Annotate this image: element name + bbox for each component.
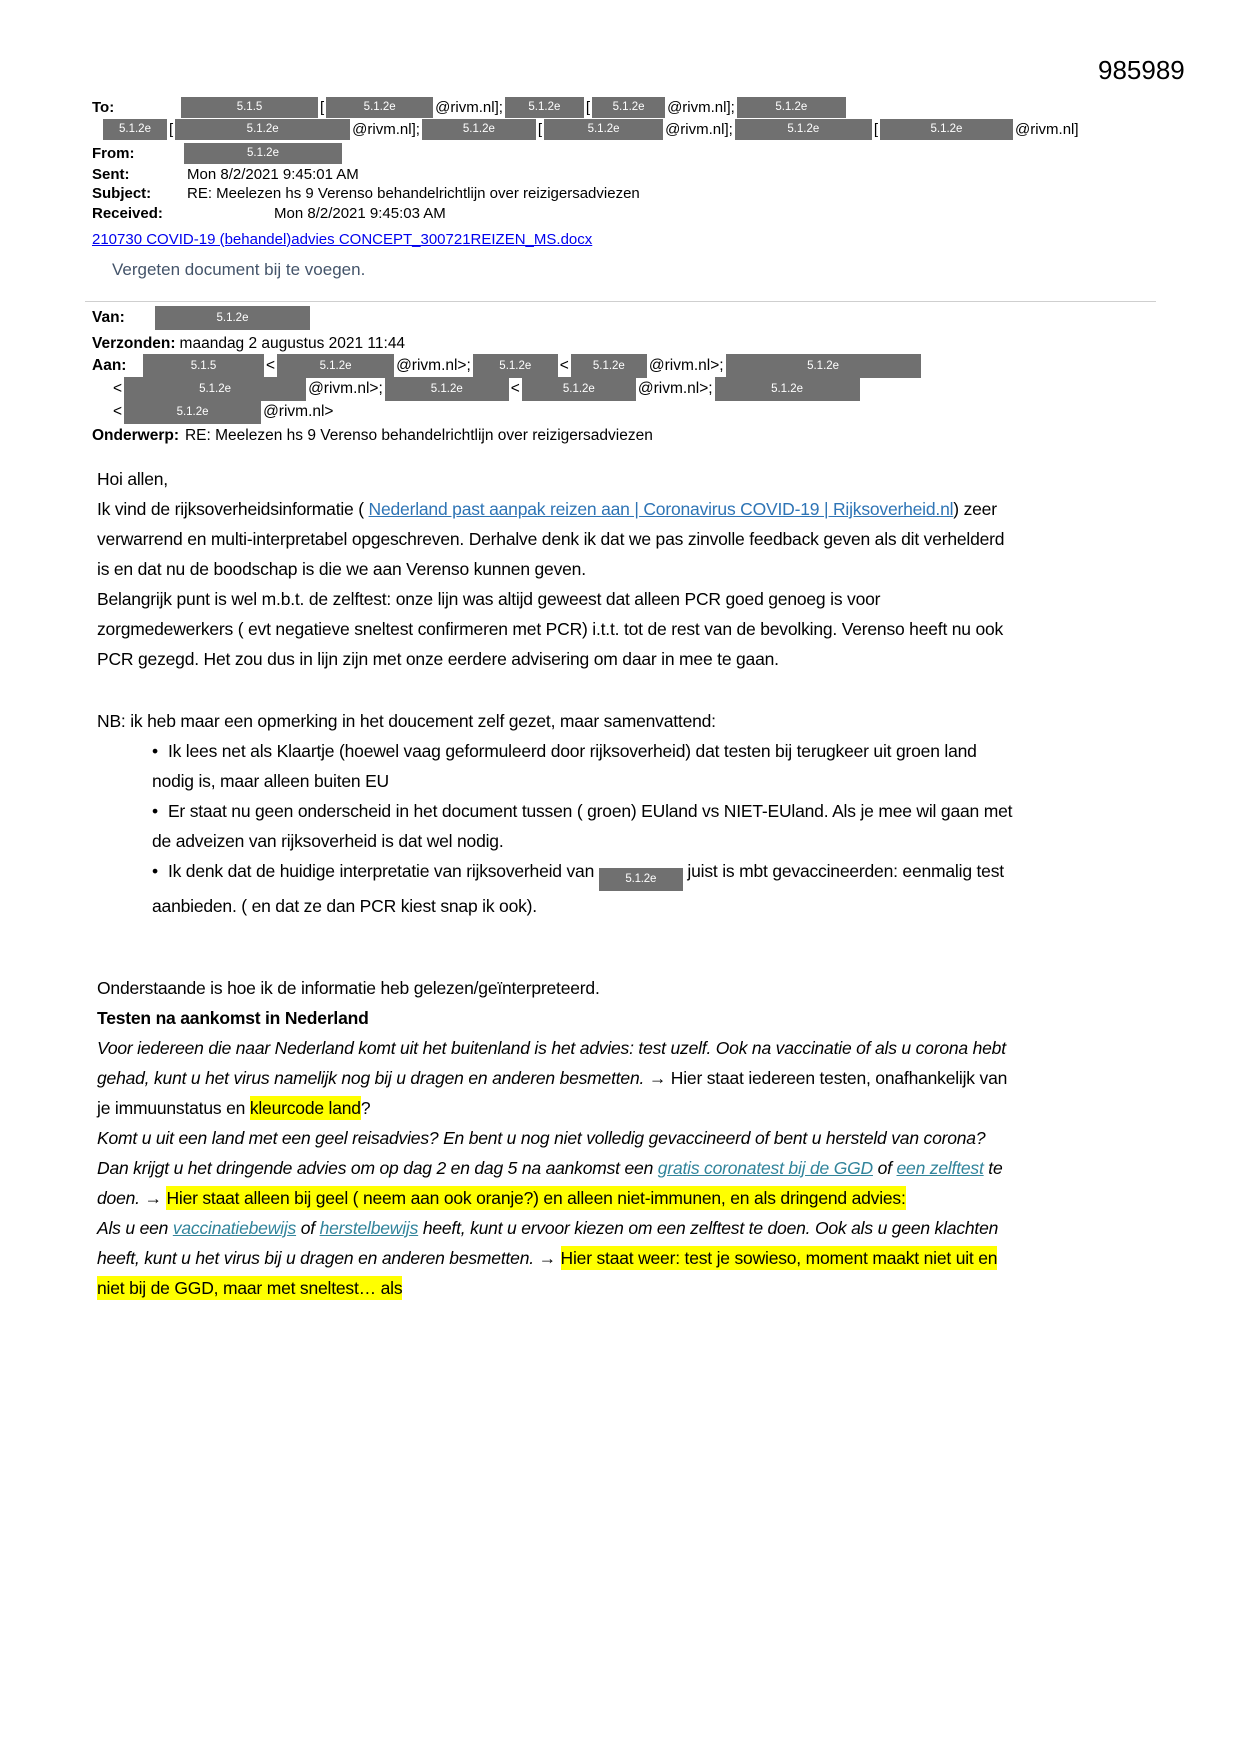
onderwerp-label: Onderwerp:	[92, 427, 179, 444]
redaction-box: 5.1.2e	[124, 377, 306, 401]
text-run: Hier staat iedereen testen, onafhankelijk van je immuunstatus en	[97, 1068, 1008, 1118]
address-fragment: @rivm.nl>;	[648, 356, 724, 374]
redaction-box: 5.1.2e	[124, 400, 261, 424]
address-fragment: [	[537, 121, 543, 138]
text-run: Ik denk dat de huidige interpretatie van rijksoverheid van	[167, 861, 599, 881]
address-fragment: @rivm.nl>;	[396, 356, 471, 374]
from-label: From:	[92, 144, 135, 162]
address-fragment: [	[873, 121, 878, 138]
attachment-row	[92, 229, 1182, 249]
text-run: Ik vind de rijksoverheidsinformatie (	[97, 499, 369, 519]
paragraph-onderstaande	[97, 973, 1017, 1003]
sent-value: Mon 8/2/2021 9:45:01 AM	[187, 166, 359, 183]
text-run: Komt u uit een land met een geel reisadvies? En bent u nog niet volledig gevaccineerd of bent u hersteld van corona? Dan krijgt u het dringende advies om op dag 2 en dag 5 na aankomst een	[97, 1128, 986, 1178]
section-heading	[97, 1003, 1017, 1033]
address-fragment: [	[320, 99, 325, 116]
highlighted-text: Hier staat weer: test je sowieso, moment maakt niet uit en niet bij de GGD, maar met sneltest… als	[97, 1248, 998, 1298]
text-run: of	[296, 1218, 320, 1238]
text-run: Hoi allen,	[97, 469, 168, 489]
text-run: Ik lees net als Klaartje (hoewel vaag geformuleerd door rijksoverheid) dat testen bij terugkeer uit groen land nodig is, maar alleen buiten EU	[152, 741, 977, 791]
text-run: heeft, kunt u ervoor kiezen om een zelftest te doen. Ook als u geen klachten heeft, kunt u het virus bij u dragen en anderen besmetten.	[97, 1218, 999, 1268]
redaction-box: 5.1.2e	[726, 354, 921, 378]
link-ggd-coronatest[interactable]: gratis coronatest bij de GGD	[657, 1158, 873, 1178]
address-fragment: <	[266, 356, 276, 374]
redaction-box: 5.1.2e	[175, 119, 350, 140]
highlighted-text: Hier staat alleen bij geel ( neem aan ook oranje?) en alleen niet-immunen, en als dringend advies:	[166, 1188, 906, 1208]
attachment-link[interactable]: 210730 COVID-19 (behandel)advies CONCEPT_300721REIZEN_MS.docx	[92, 230, 593, 248]
sent-row	[92, 165, 1182, 184]
subject-value: RE: Meelezen hs 9 Verenso behandelrichtlijn over reizigersadviezen	[187, 185, 640, 202]
paragraph-belangrijk	[97, 584, 1017, 674]
bullet-item-3	[152, 856, 1017, 921]
aan-recipients-line-2	[111, 377, 860, 401]
address-fragment: <	[113, 379, 123, 397]
text-run: Testen na aankomst in Nederland	[97, 1008, 369, 1028]
to-recipients-line-1	[181, 97, 846, 118]
aan-row-1	[92, 354, 1182, 377]
address-fragment: @rivm.nl>;	[308, 379, 383, 397]
text-run: ) zeer verwarrend en multi-interpretabel opgeschreven. Derhalve denk ik dat we pas zinvolle feedback geven als dit verhelderd is en dat nu de boodschap is die we aan Verenso kunnen geven.	[97, 499, 1005, 579]
text-run: juist is mbt gevaccineerden: eenmalig test aanbieden. ( en dat ze dan PCR kiest snap ik ook).	[152, 861, 1004, 916]
address-fragment: @rivm.nl>	[263, 402, 334, 420]
address-fragment: <	[113, 402, 123, 420]
address-fragment: @rivm.nl];	[352, 121, 420, 138]
address-fragment: <	[559, 356, 569, 374]
redaction-box: 5.1.2e	[592, 97, 665, 118]
aan-label: Aan:	[92, 356, 127, 374]
redaction-box: 5.1.2e	[715, 377, 860, 401]
paragraph-quote-1	[97, 1033, 1017, 1123]
address-fragment: <	[510, 379, 520, 397]
subject-row	[92, 184, 1182, 203]
onderwerp-value: RE: Meelezen hs 9 Verenso behandelrichtlijn over reizigersadviezen	[184, 427, 653, 444]
address-fragment: [	[585, 99, 591, 116]
email-body	[97, 464, 1017, 1303]
redaction-box: 5.1.2e	[155, 306, 310, 330]
text-run: of	[872, 1158, 897, 1178]
bullet-item-2	[152, 796, 1017, 856]
email-header	[92, 97, 1182, 249]
aan-recipients-line-3	[111, 400, 336, 424]
address-fragment: @rivm.nl>;	[637, 379, 713, 397]
redaction-box: 5.1.2e	[737, 97, 846, 118]
to-recipients-line-2	[103, 119, 1081, 140]
address-fragment: @rivm.nl];	[667, 99, 735, 116]
redaction-box: 5.1.2e	[599, 868, 683, 891]
paragraph-quote-2	[97, 1123, 1017, 1213]
highlighted-text: kleurcode land	[249, 1098, 361, 1118]
redaction-box: 5.1.2e	[735, 119, 872, 140]
van-row	[92, 303, 1182, 333]
redaction-box: 5.1.2e	[422, 119, 536, 140]
redaction-box: 5.1.2e	[473, 354, 558, 378]
address-fragment: @rivm.nl]	[1014, 121, 1079, 138]
separator-line	[85, 301, 1156, 302]
redaction-box: 5.1.5	[143, 354, 264, 378]
text-run: Onderstaande is hoe ik de informatie heb gelezen/geïnterpreteerd.	[97, 978, 600, 998]
address-fragment: [	[169, 121, 174, 138]
to-row-2	[103, 118, 1182, 141]
redaction-box: 5.1.2e	[880, 119, 1013, 140]
redaction-box: 5.1.2e	[385, 377, 509, 401]
doc-number: 985989	[1098, 55, 1185, 85]
aan-row-3	[111, 400, 1182, 423]
address-fragment: @rivm.nl];	[435, 99, 503, 116]
text-run: te doen.	[97, 1158, 1003, 1208]
redaction-box: 5.1.5	[181, 97, 318, 118]
link-zelftest[interactable]: een zelftest	[896, 1158, 984, 1178]
arrow-marker: →	[144, 1188, 167, 1208]
paragraph-nb	[97, 706, 1017, 736]
text-run: Belangrijk punt is wel m.b.t. de zelftest: onze lijn was altijd geweest dat alleen PCR goed genoeg is voor zorgmedewerkers ( evt negatieve sneltest confirmeren met PCR) i.t.t. tot de rest van de bevolking. Verenso heeft nu ook PCR gezegd. Het zou dus in lijn zijn met onze eerdere advisering om daar in mee te gaan.	[97, 589, 1004, 669]
text-run: Als u een	[97, 1218, 173, 1238]
redaction-box: 5.1.2e	[184, 143, 342, 164]
verzonden-label: Verzonden:	[92, 334, 176, 352]
bullet-item-1	[152, 736, 1017, 796]
link-rijksoverheid[interactable]: Nederland past aanpak reizen aan | Coronavirus COVID-19 | Rijksoverheid.nl	[368, 499, 954, 519]
arrow-marker: →	[538, 1248, 561, 1268]
from-sender	[184, 143, 342, 164]
text-run: Er staat nu geen onderscheid in het document tussen ( groen) EUland vs NIET-EUland. Als je mee wil gaan met de adveizen van rijksoverheid is dat wel nodig.	[152, 801, 1013, 851]
received-row	[92, 203, 1182, 223]
redaction-box: 5.1.2e	[571, 354, 647, 378]
van-label: Van:	[92, 309, 125, 326]
aan-recipients-line-1	[143, 354, 921, 378]
from-row	[92, 141, 1182, 165]
van-sender	[155, 306, 310, 330]
paragraph-greeting	[97, 464, 1017, 494]
redaction-box: 5.1.2e	[277, 354, 394, 378]
note-text: Vergeten document bij te voegen.	[112, 260, 366, 279]
text-run: NB: ik heb maar een opmerking in het doucement zelf gezet, maar samenvattend:	[97, 711, 716, 731]
link-vaccinatiebewijs[interactable]: vaccinatiebewijs	[172, 1218, 297, 1238]
onderwerp-row	[92, 425, 1182, 447]
redaction-box: 5.1.2e	[326, 97, 433, 118]
redaction-box: 5.1.2e	[103, 119, 167, 140]
received-label: Received:	[92, 204, 163, 222]
redaction-box: 5.1.2e	[522, 377, 636, 401]
arrow-marker: →	[648, 1068, 667, 1088]
verzonden-value: maandag 2 augustus 2021 11:44	[179, 334, 406, 352]
paragraph-quote-3	[97, 1213, 1017, 1303]
verzonden-row	[92, 333, 1182, 354]
subject-label: Subject:	[92, 185, 152, 202]
text-run: Voor iedereen die naar Nederland komt uit het buitenland is het advies: test uzelf. Ook na vaccinatie of als u corona hebt gehad, kunt u het virus namelijk nog bij u dragen en anderen besmetten.	[97, 1038, 1006, 1088]
bullet-list	[97, 736, 1017, 921]
link-herstelbewijs[interactable]: herstelbewijs	[319, 1218, 419, 1238]
received-value: Mon 8/2/2021 9:45:03 AM	[274, 204, 446, 222]
to-label: To:	[92, 99, 115, 116]
redaction-box: 5.1.2e	[505, 97, 584, 118]
aan-row-2	[111, 377, 1182, 400]
address-fragment: @rivm.nl];	[665, 121, 733, 138]
text-run: ?	[360, 1098, 371, 1118]
sent-label: Sent:	[92, 166, 130, 183]
paragraph-intro	[97, 494, 1017, 584]
quoted-email-header	[92, 303, 1182, 447]
to-row-1	[92, 97, 1182, 118]
redaction-box: 5.1.2e	[544, 119, 663, 140]
